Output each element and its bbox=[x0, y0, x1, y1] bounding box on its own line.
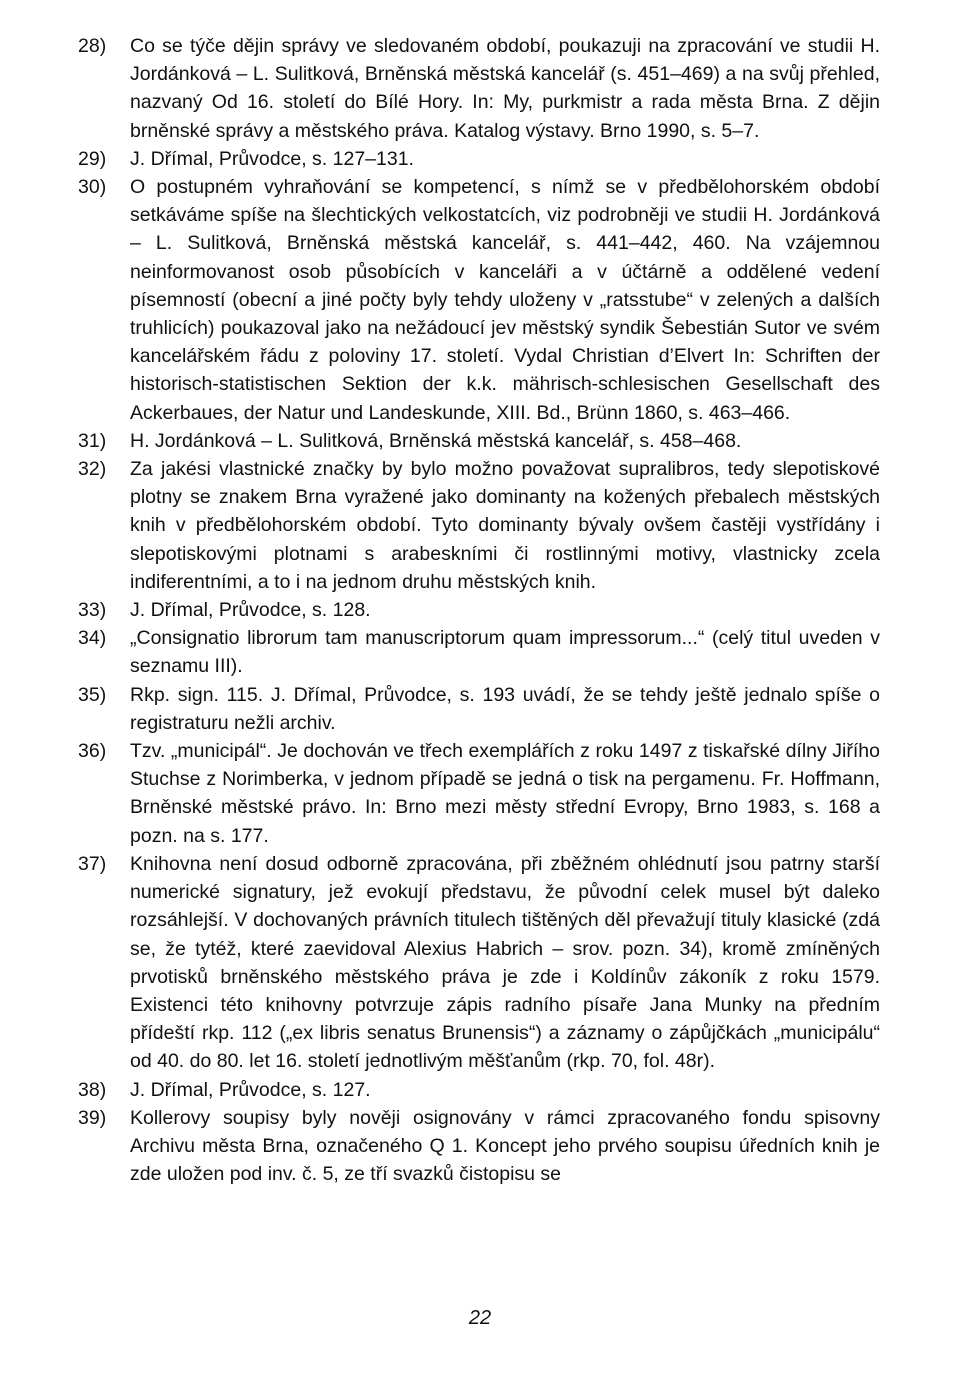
footnote-text: Rkp. sign. 115. J. Dřímal, Průvodce, s. 193 uvádí, že se tehdy ještě jednalo spíše o registraturu nežli archiv. bbox=[130, 683, 880, 734]
footnote-number: 33) bbox=[78, 599, 107, 622]
footnote-text: J. Dřímal, Průvodce, s. 127. bbox=[130, 1078, 371, 1101]
footnote-text: Tzv. „municipál“. Je dochován ve třech exemplářích z roku 1497 z tiskařské dílny Jiřího Stuchse z Norimberka, v jednom případě se jedná o tisk na pergamenu. Fr. Hoffmann, Brněnské městské právo. In: Brno mezi městy střední Evropy, Brno 1983, s. 168 a pozn. na s. 177. bbox=[130, 740, 880, 847]
footnote-number: 39) bbox=[78, 1106, 107, 1129]
footnote-30 bbox=[78, 173, 880, 427]
footnote-text: Knihovna není dosud odborně zpracována, při zběžném ohlédnutí jsou patrny starší numerické signatury, jež evokují představu, že původní celek musel být daleko rozsáhlejší. V dochovaných právních titulech tištěných děl převažují tituly klasické (zdá se, že tytéž, které zaevidoval Alexius Habrich – srov. pozn. 34), kromě zmíněných prvotisků brněnského městského práva je zde i Koldínův zákoník z roku 1579. Existenci této knihovny potvrzuje zápis radního písaře Jana Munky na předním přídeští rkp. 112 („ex libris senatus Brunensis“) a záznamy o zápůjčkách „municipálu“ od 40. do 80. let 16. století jednotlivým měšťanům (rkp. 70, fol. 48r). bbox=[130, 852, 880, 1073]
footnote-37 bbox=[78, 850, 880, 1076]
footnote-29 bbox=[78, 145, 880, 173]
footnote-text: J. Dřímal, Průvodce, s. 128. bbox=[130, 599, 371, 622]
footnote-34 bbox=[78, 624, 880, 680]
footnote-31 bbox=[78, 427, 880, 455]
footnote-number: 36) bbox=[78, 740, 107, 763]
footnote-text: H. Jordánková – L. Sulitková, Brněnská městská kancelář, s. 458–468. bbox=[130, 429, 742, 452]
footnote-number: 31) bbox=[78, 429, 107, 452]
footnote-number: 34) bbox=[78, 627, 107, 650]
footnote-number: 35) bbox=[78, 683, 107, 706]
footnote-text: J. Dřímal, Průvodce, s. 127–131. bbox=[130, 147, 414, 170]
footnote-33 bbox=[78, 596, 880, 624]
footnote-number: 28) bbox=[78, 35, 107, 57]
footnote-text: „Consignatio librorum tam manuscriptorum quam impressorum...“ (celý titul uveden v seznamu III). bbox=[130, 627, 880, 678]
footnote-32 bbox=[78, 455, 880, 596]
footnote-number: 30) bbox=[78, 176, 107, 199]
footnote-number: 38) bbox=[78, 1078, 107, 1101]
footnote-number: 37) bbox=[78, 852, 107, 875]
footnote-38 bbox=[78, 1076, 880, 1104]
footnote-number: 29) bbox=[78, 147, 107, 170]
footnote-28 bbox=[78, 32, 880, 145]
footnote-39 bbox=[78, 1104, 880, 1189]
page-number: 22 bbox=[468, 1307, 492, 1329]
footnote-text: Kollerovy soupisy byly nověji osignovány v rámci zpracovaného fondu spisovny Archivu města Brna, označeného Q 1. Koncept jeho prvého soupisu úředních knih je zde uložen pod inv. č. 5, ze tří svazků čistopisu se bbox=[130, 1106, 880, 1186]
footnote-36 bbox=[78, 737, 880, 850]
footnote-35 bbox=[78, 681, 880, 737]
footnote-text: Co se týče dějin správy ve sledovaném období, poukazuji na zpracování ve studii H. Jordánková – L. Sulitková, Brněnská městská kancelář (s. 451–469) a na svůj přehled, nazvaný Od 16. století do Bílé Hory. In: My, purkmistr a rada města Brna. Z dějin brněnské správy a městského práva. Katalog výstavy. Brno 1990, s. 5–7. bbox=[130, 35, 880, 142]
footnotes-list bbox=[78, 32, 880, 1188]
footnote-number: 32) bbox=[78, 458, 107, 481]
footnote-text: O postupném vyhraňování se kompetencí, s nímž se v předbělohorském období setkáváme spíše na šlechtických velkostatcích, viz podrobněji ve studii H. Jordánková – L. Sulitková, Brněnská městská kancelář, s. 441–442, 460. Na vzájemnou neinformovanost osob působících v kanceláři a v účtárně a oddělené vedení písemností (obecní a jiné počty byly tehdy uloženy v „ratsstube“ v zelených a dalších truhlicích) poukazoval jako na nežádoucí jev městský syndik Šebestián Sutor ve svém kancelářském řádu z poloviny 17. století. Vydal Christian d’Elvert In: Schriften der historisch-statistischen Sektion der k.k. mährisch-schlesischen Gesellschaft des Ackerbaues, der Natur und Landeskunde, XIII. Bd., Brünn 1860, s. 463–466. bbox=[130, 176, 880, 424]
footnote-text: Za jakési vlastnické značky by bylo možno považovat supralibros, tedy slepotiskové plotny se znakem Brna vyražené jako dominanty na kožených přebalech městských knih v předbělohorském období. Tyto dominanty bývaly ovšem častěji vystřídány i slepotiskovými plotnami s arabeskními či rostlinnými motivy, vlastnicky zcela indiferentními, a to i na jednom druhu městských knih. bbox=[130, 458, 880, 593]
